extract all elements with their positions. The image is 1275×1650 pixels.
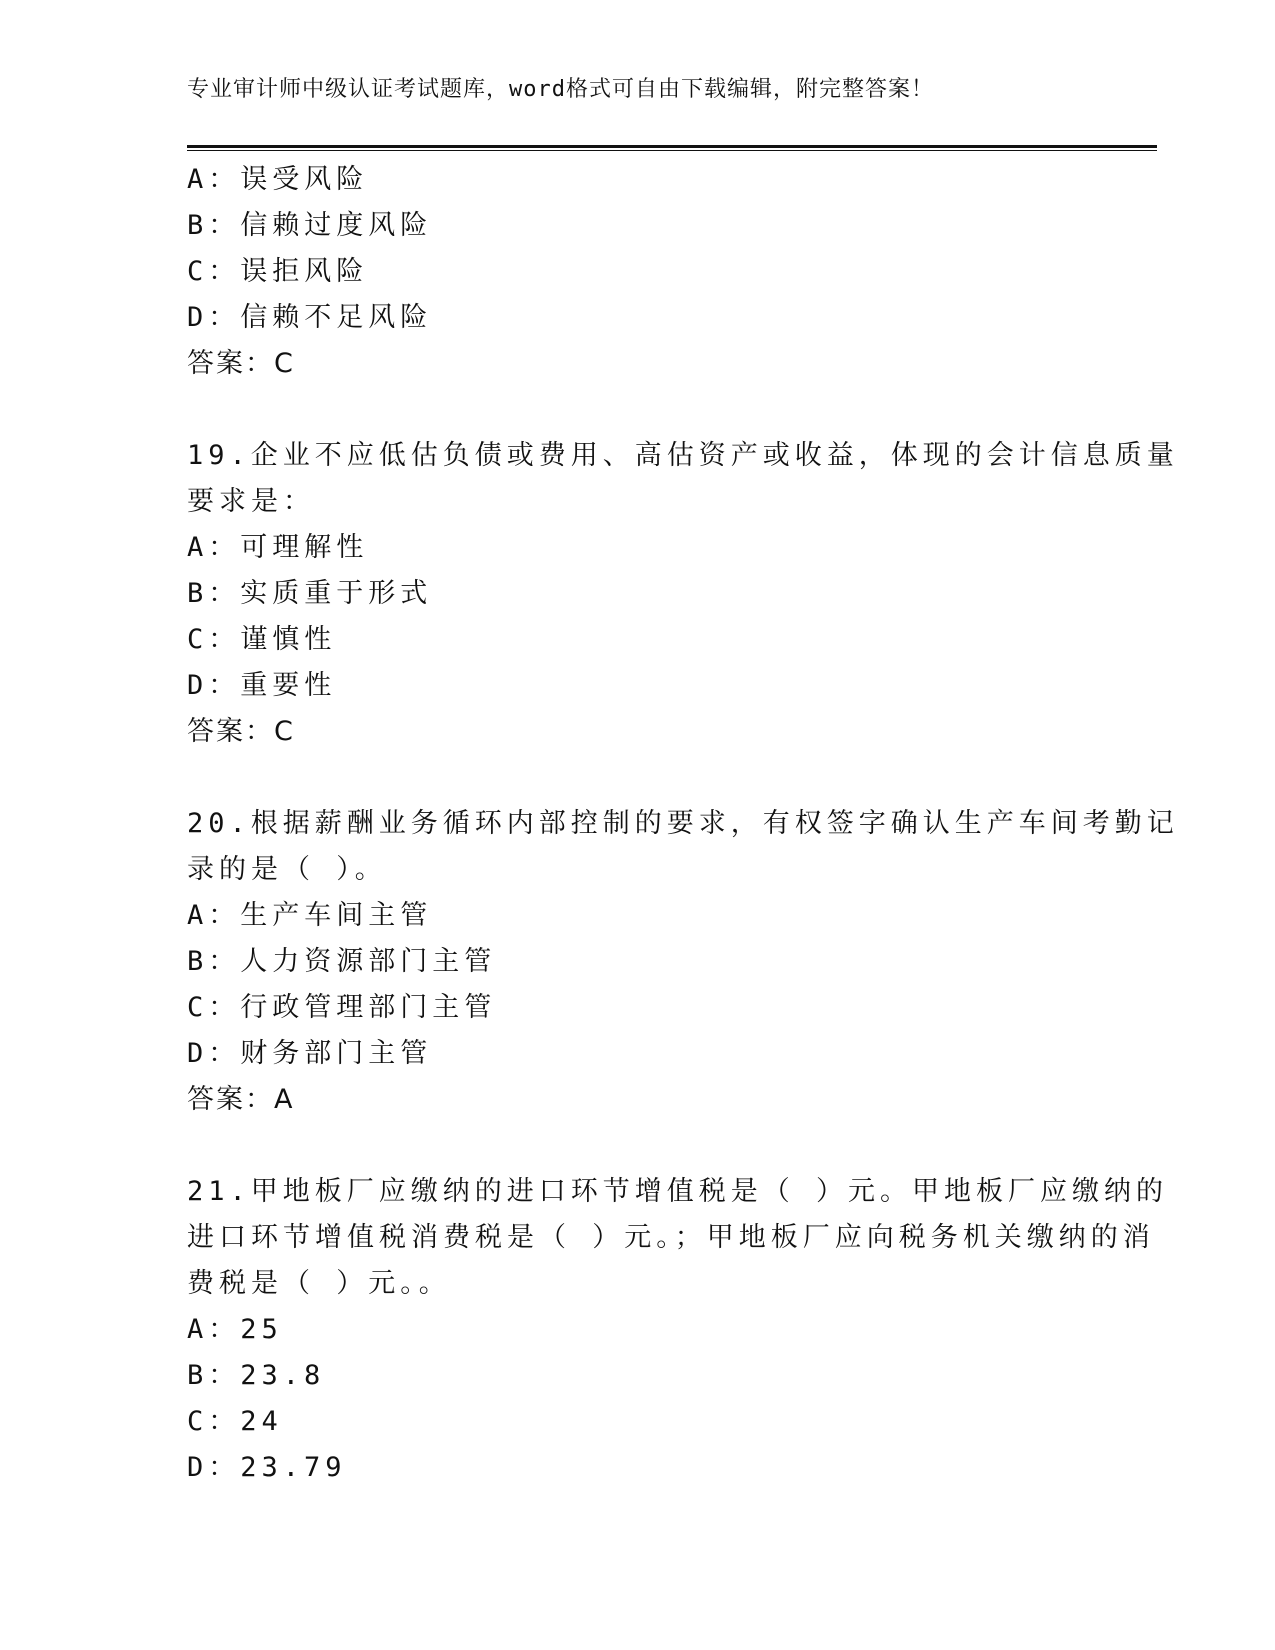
option-a: A：25 — [187, 1314, 283, 1345]
answer: 答案：C — [187, 348, 295, 379]
header-divider-thin — [187, 150, 1157, 151]
question-stem: 19.企业不应低估负债或费用、高估资产或收益，体现的会计信息质量 — [187, 440, 1179, 471]
question-stem: 21.甲地板厂应缴纳的进口环节增值税是（ ）元。甲地板厂应缴纳的 — [187, 1176, 1169, 1207]
option-d: D：财务部门主管 — [187, 1038, 433, 1069]
page-header: 专业审计师中级认证考试题库，word格式可自由下载编辑，附完整答案！ — [187, 77, 934, 102]
question-stem: 20.根据薪酬业务循环内部控制的要求，有权签字确认生产车间考勤记 — [187, 808, 1179, 839]
answer: 答案：A — [187, 1084, 295, 1115]
question-20 — [187, 801, 1179, 1123]
question-stem: 费税是（ ）元。。 — [187, 1268, 451, 1299]
question-19 — [187, 433, 1179, 755]
option-a: A：误受风险 — [187, 164, 369, 195]
option-c: C：谨慎性 — [187, 624, 337, 655]
question-18 — [187, 157, 1087, 387]
answer: 答案：C — [187, 716, 295, 747]
question-stem: 要求是： — [187, 486, 315, 517]
option-c: C：24 — [187, 1406, 283, 1437]
question-stem: 录的是（ ）。 — [187, 854, 387, 885]
option-c: C：行政管理部门主管 — [187, 992, 497, 1023]
option-d: D：重要性 — [187, 670, 337, 701]
option-d: D：信赖不足风险 — [187, 302, 433, 333]
header-divider — [187, 145, 1157, 148]
option-a: A：生产车间主管 — [187, 900, 433, 931]
question-21 — [187, 1169, 1169, 1491]
option-b: B：信赖过度风险 — [187, 210, 433, 241]
option-b: B：23.8 — [187, 1360, 326, 1391]
option-b: B：人力资源部门主管 — [187, 946, 497, 977]
question-stem: 进口环节增值税消费税是（ ）元。；甲地板厂应向税务机关缴纳的消 — [187, 1222, 1155, 1253]
question-content — [187, 157, 1179, 1491]
option-a: A：可理解性 — [187, 532, 369, 563]
option-d: D：23.79 — [187, 1452, 347, 1483]
option-b: B：实质重于形式 — [187, 578, 433, 609]
option-c: C：误拒风险 — [187, 256, 369, 287]
